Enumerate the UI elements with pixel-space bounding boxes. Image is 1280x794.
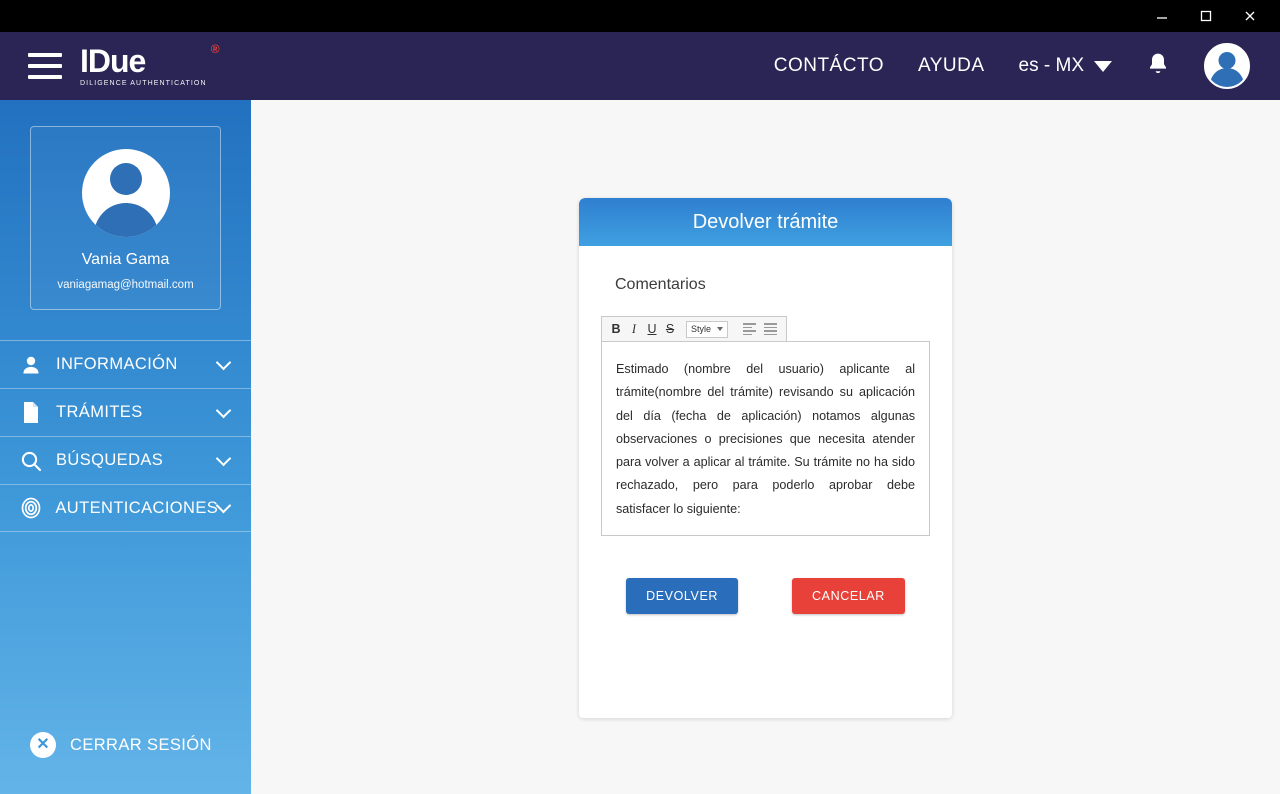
search-icon bbox=[16, 450, 46, 472]
window-maximize-button[interactable] bbox=[1184, 1, 1228, 31]
chevron-down-icon bbox=[717, 327, 723, 331]
top-navigation-bar bbox=[0, 32, 1280, 100]
avatar-head bbox=[110, 163, 142, 195]
nav-link-contacto[interactable]: CONTÁCTO bbox=[773, 55, 884, 76]
sidebar-item-label: TRÁMITES bbox=[56, 403, 143, 421]
window-titlebar bbox=[0, 0, 1280, 32]
sidebar-item-busquedas[interactable] bbox=[0, 436, 251, 484]
brand-name: IDue bbox=[80, 43, 146, 79]
brand-tagline: DILIGENCE AUTHENTICATION bbox=[80, 80, 207, 87]
avatar-body bbox=[1210, 68, 1244, 87]
editor-toolbar bbox=[601, 316, 787, 341]
page-body bbox=[0, 100, 1280, 794]
sidebar-item-tramites[interactable] bbox=[0, 388, 251, 436]
align-justify-icon[interactable] bbox=[761, 320, 780, 339]
logout-label: CERRAR SESIÓN bbox=[70, 735, 212, 754]
bold-icon[interactable]: B bbox=[611, 322, 621, 336]
rich-text-editor bbox=[601, 316, 930, 536]
dialog-actions bbox=[601, 578, 930, 614]
window-close-button[interactable] bbox=[1228, 1, 1272, 31]
sidebar-item-label: AUTENTICACIONES bbox=[55, 498, 219, 517]
person-icon bbox=[16, 354, 46, 376]
sidebar bbox=[0, 100, 251, 794]
sidebar-item-informacion[interactable] bbox=[0, 340, 251, 388]
document-icon bbox=[16, 401, 46, 424]
close-circle-icon: ✕ bbox=[30, 732, 56, 758]
underline-icon[interactable]: U bbox=[647, 322, 657, 336]
devolver-button[interactable]: DEVOLVER bbox=[626, 578, 738, 614]
chevron-down-icon bbox=[216, 354, 232, 370]
comentarios-label: Comentarios bbox=[615, 276, 706, 293]
sidebar-item-label: INFORMACIÓN bbox=[56, 355, 178, 373]
user-avatar-icon[interactable] bbox=[1204, 43, 1250, 89]
comentarios-textarea[interactable]: Estimado (nombre del usuario) aplicante al trámite(nombre del trámite) revisando su aplicación del día (fecha de aplicación) notamos algunas observaciones o precisiones que necesita atender para volver a aplicar al trámite. Su trámite no ha sido rechazado, pero para poderlo aprobar debe satisfacer lo siguiente: bbox=[601, 341, 930, 536]
chevron-down-icon bbox=[216, 450, 232, 466]
profile-email: vaniagamag@hotmail.com bbox=[57, 279, 194, 291]
dialog-title: Devolver trámite bbox=[579, 198, 952, 246]
profile-avatar-icon bbox=[82, 149, 170, 237]
window-minimize-button[interactable] bbox=[1140, 1, 1184, 31]
avatar-head bbox=[1219, 52, 1236, 69]
style-dropdown-value: Style bbox=[691, 324, 712, 334]
dialog-body bbox=[579, 246, 952, 614]
logout-button[interactable] bbox=[0, 732, 251, 758]
language-selector-value: es - MX bbox=[1018, 55, 1084, 76]
sidebar-menu bbox=[0, 340, 251, 532]
italic-icon[interactable]: I bbox=[631, 321, 637, 336]
profile-name: Vania Gama bbox=[81, 251, 170, 268]
fingerprint-icon bbox=[16, 497, 45, 519]
devolver-tramite-dialog bbox=[579, 198, 952, 718]
language-selector[interactable] bbox=[1019, 55, 1112, 77]
avatar-body bbox=[94, 203, 158, 237]
sidebar-item-label: BÚSQUEDAS bbox=[56, 451, 164, 469]
strikethrough-icon[interactable]: S bbox=[665, 322, 675, 336]
style-dropdown[interactable] bbox=[686, 321, 728, 338]
align-left-icon[interactable] bbox=[740, 320, 759, 339]
nav-right-group bbox=[774, 43, 1280, 89]
chevron-down-icon bbox=[216, 402, 232, 418]
bell-icon[interactable] bbox=[1146, 51, 1170, 82]
chevron-down-icon bbox=[216, 498, 231, 513]
sidebar-item-autenticaciones[interactable] bbox=[0, 484, 251, 532]
registered-mark-icon: ® bbox=[210, 42, 219, 56]
chevron-down-icon bbox=[1094, 61, 1112, 72]
hamburger-menu-icon[interactable] bbox=[28, 53, 62, 79]
sidebar-profile-card bbox=[30, 126, 221, 310]
cancelar-button[interactable]: CANCELAR bbox=[792, 578, 905, 614]
brand-logo[interactable] bbox=[80, 42, 219, 87]
nav-link-ayuda[interactable]: AYUDA bbox=[917, 55, 985, 76]
main-content bbox=[251, 100, 1280, 794]
